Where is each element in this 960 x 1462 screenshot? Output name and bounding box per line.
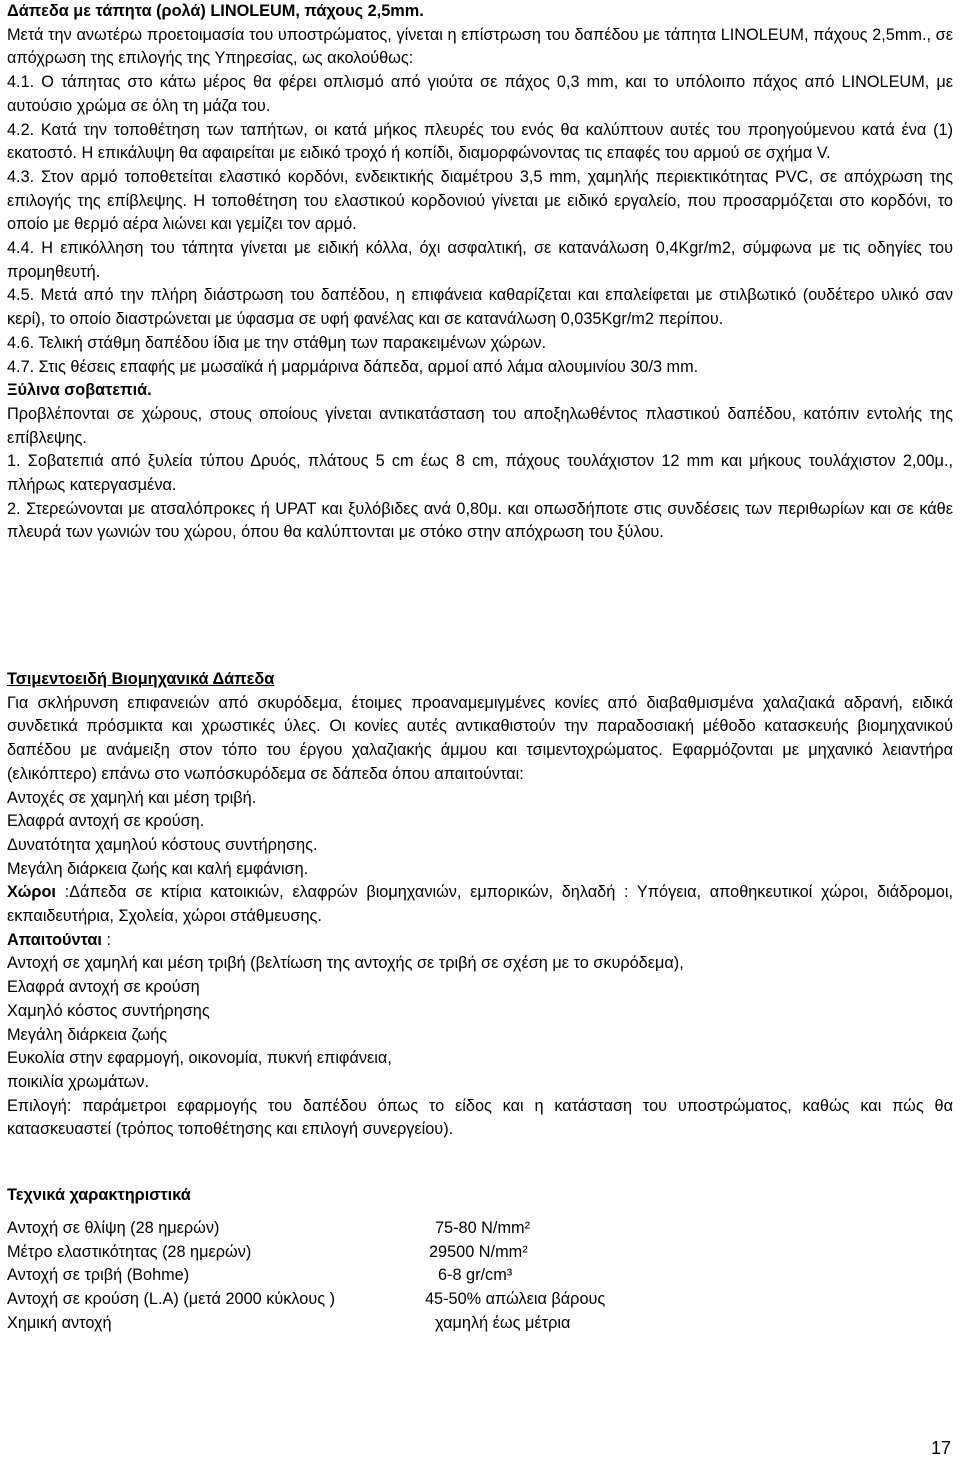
linoleum-section (7, 0, 953, 545)
linoleum-item: 4.6. Τελική στάθμη δαπέδου ίδια με την στάθμη των παρακειμένων χώρων. (7, 333, 546, 352)
spec-row (7, 1288, 707, 1312)
benefit-item: Ελαφρά αντοχή σε κρούση. (7, 812, 205, 831)
industrial-intro: Για σκλήρυνση επιφανειών από σκυρόδεμα, έτοιμες προαναμεμιγμένες κονίες από διαβαθμισμένα χαλαζιακά αδρανή, ειδικά συνδετικά πρόσμικτα και χρωστικές ύλες. Οι κονίες αυτές αντικαθιστούν την παραδοσιακή μέθοδο κατασκευής βιομηχανικού δαπέδου με ανάμειξη στον τόπο του έργου χαλαζιακής άμμου και τσιμεντοχρώματος. Εφαρμόζονται με μηχανικό λειαντήρα (ελικόπτερο) επάνω στο νωπόσκυρόδεμα σε δάπεδα όπου απαιτούνται: (7, 693, 953, 783)
spec-row (7, 1312, 707, 1336)
spec-label: Αντοχή σε θλίψη (28 ημερών) (7, 1219, 220, 1237)
spec-label: Μέτρο ελαστικότητας (28 ημερών) (7, 1242, 252, 1261)
required-item: Ελαφρά αντοχή σε κρούση (7, 978, 200, 997)
linoleum-title: Δάπεδα με τάπητα (ρολά) LINOLEUM, πάχους 2,5mm. (7, 2, 424, 20)
linoleum-intro: Μετά την ανωτέρω προετοιμασία του υποστρώματος, γίνεται η επίστρωση του δαπέδου με τάπητα LINOLEUM, πάχους 2,5mm., σε απόχρωση της επιλογής της Υπηρεσίας, ως ακολούθως: (7, 25, 953, 68)
benefit-item: Μεγάλη διάρκεια ζωής και καλή εμφάνιση. (7, 859, 309, 878)
required-item: Αντοχή σε χαμηλή και μέση τριβή (βελτίωση της αντοχής σε τριβή σε σχέση με το σκυρόδεμα), (7, 954, 684, 973)
linoleum-item: 4.7. Στις θέσεις επαφής με μωσαϊκά ή μαρμάρινα δάπεδα, αρμοί από λάμα αλουμινίου 30/3 mm. (7, 357, 699, 376)
required-colon: : (101, 930, 111, 949)
benefit-item: Αντοχές σε χαμηλή και μέση τριβή. (7, 788, 257, 807)
spec-value: 29500 N/mm² (429, 1242, 528, 1261)
spaces-label: Χώροι (7, 883, 56, 902)
linoleum-item: 4.5. Μετά από την πλήρη διάστρωση του δαπέδου, η επιφάνεια καθαρίζεται και επαλείφεται με στιλβωτικό (ουδέτερο υλικό σαν κερί), το οποίο διαστρώνεται με ύφασμα σε υφή φανέλας και σε κατανάλωση 0,035Kgr/m2 περίπου. (7, 286, 953, 329)
spaces-paragraph (7, 881, 953, 928)
spec-value: 6-8 gr/cm³ (438, 1266, 513, 1285)
industrial-section (7, 668, 953, 1142)
required-paragraph (7, 929, 953, 953)
skirting-item: 1. Σοβατεπιά από ξυλεία τύπου Δρυός, πλάτους 5 cm έως 8 cm, πάχους τουλάχιστον 12 mm και μήκους τουλάχιστον 2,00μ., πλήρως κατεργασμένα. (7, 452, 953, 495)
linoleum-item: 4.3. Στον αρμό τοποθετείται ελαστικό κορδόνι, ενδεικτικής διαμέτρου 3,5 mm, χαμηλής περιεκτικότητας PVC, σε απόχρωση της επιλογής της επίβλεψης. Η τοποθέτηση του ελαστικού κορδονιού γίνεται με ειδικό εργαλείο, που προσαρμόζεται στο κορδόνι, το οποίο με θερμό αέρα λιώνει και γεμίζει τον αρμό. (7, 167, 953, 234)
spec-value: 75-80 N/mm² (435, 1219, 530, 1237)
required-item: Ευκολία στην εφαρμογή, οικονομία, πυκνή επιφάνεια, (7, 1049, 392, 1068)
spec-value: χαμηλή έως μέτρια (435, 1313, 571, 1332)
industrial-title: Τσιμεντοειδή Βιομηχανικά Δάπεδα (7, 670, 275, 688)
spec-value: 45-50% απώλεια βάρους (425, 1290, 606, 1309)
skirting-intro: Προβλέπονται σε χώρους, στους οποίους γίνεται αντικατάσταση του αποξηλωθέντος πλαστικού δαπέδου, κατόπιν εντολής της επίβλεψης. (7, 404, 953, 447)
benefit-item: Δυνατότητα χαμηλού κόστους συντήρησης. (7, 835, 318, 854)
spec-row (7, 1241, 707, 1265)
selection-paragraph: Επιλογή: παράμετροι εφαρμογής του δαπέδου όπως το είδος και η κατάσταση του υποστρώματος, καθώς και πώς θα κατασκευαστεί (τρόπος τοποθέτησης και επιλογή συνεργείου). (7, 1096, 953, 1139)
required-item: Χαμηλό κόστος συντήρησης (7, 1001, 210, 1020)
spaces-text: :Δάπεδα σε κτίρια κατοικιών, ελαφρών βιομηχανιών, εμπορικών, δηλαδή : Υπόγεια, αποθηκευτικοί χώροι, διάδρομοι, εκπαιδευτήρια, Σχολεία, χώροι στάθμευσης. (7, 883, 953, 926)
tech-title: Τεχνικά χαρακτηριστικά (7, 1186, 191, 1204)
required-label: Απαιτούνται (7, 930, 102, 949)
spec-row (7, 1217, 707, 1241)
tech-specs-table (7, 1217, 707, 1335)
required-item: ποικιλία χρωμάτων. (7, 1072, 150, 1091)
skirting-title: Ξύλινα σοβατεπιά. (7, 381, 152, 400)
required-item: Μεγάλη διάρκεια ζωής (7, 1025, 168, 1044)
skirting-item: 2. Στερεώνονται με ατσαλόπροκες ή UPAT και ξυλόβιδες ανά 0,80μ. και οπωσδήποτε στις συνδέσεις των περιθωρίων και σε κάθε πλευρά των γωνιών του χώρου, όπου θα καλύπτονται με στόκο στην απόχρωση του ξύλου. (7, 499, 953, 542)
page-number: 17 (931, 1438, 952, 1458)
linoleum-item: 4.1. Ο τάπητας στο κάτω μέρος θα φέρει οπλισμό από γιούτα σε πάχος 0,3 mm, και το υπόλοιπο πάχος από LINOLEUM, με αυτούσιο χρώμα σε όλη τη μάζα του. (7, 73, 953, 115)
spec-label: Αντοχή σε τριβή (Bohme) (7, 1266, 190, 1285)
spec-row (7, 1264, 707, 1288)
linoleum-item: 4.4. Η επικόλληση του τάπητα γίνεται με ειδική κόλλα, όχι ασφαλτική, σε κατανάλωση 0,4Kgr/m2, σύμφωνα με τις οδηγίες του προμηθευτή. (7, 239, 953, 281)
linoleum-item: 4.2. Κατά την τοποθέτηση των ταπήτων, οι κατά μήκος πλευρές του ενός θα καλύπτουν αυτές του προηγούμενου κατά ένα (1) εκατοστό. Η επικάλυψη θα αφαιρείται με ειδικό τροχό ή κοπίδι, διαμορφώνοντας τις επαφές του αρμού σε σχήμα V. (7, 120, 953, 163)
tech-section (7, 1184, 953, 1208)
spec-label: Χημική αντοχή (7, 1313, 112, 1332)
spec-label: Αντοχή σε κρούση (L.A) (μετά 2000 κύκλους ) (7, 1290, 336, 1309)
